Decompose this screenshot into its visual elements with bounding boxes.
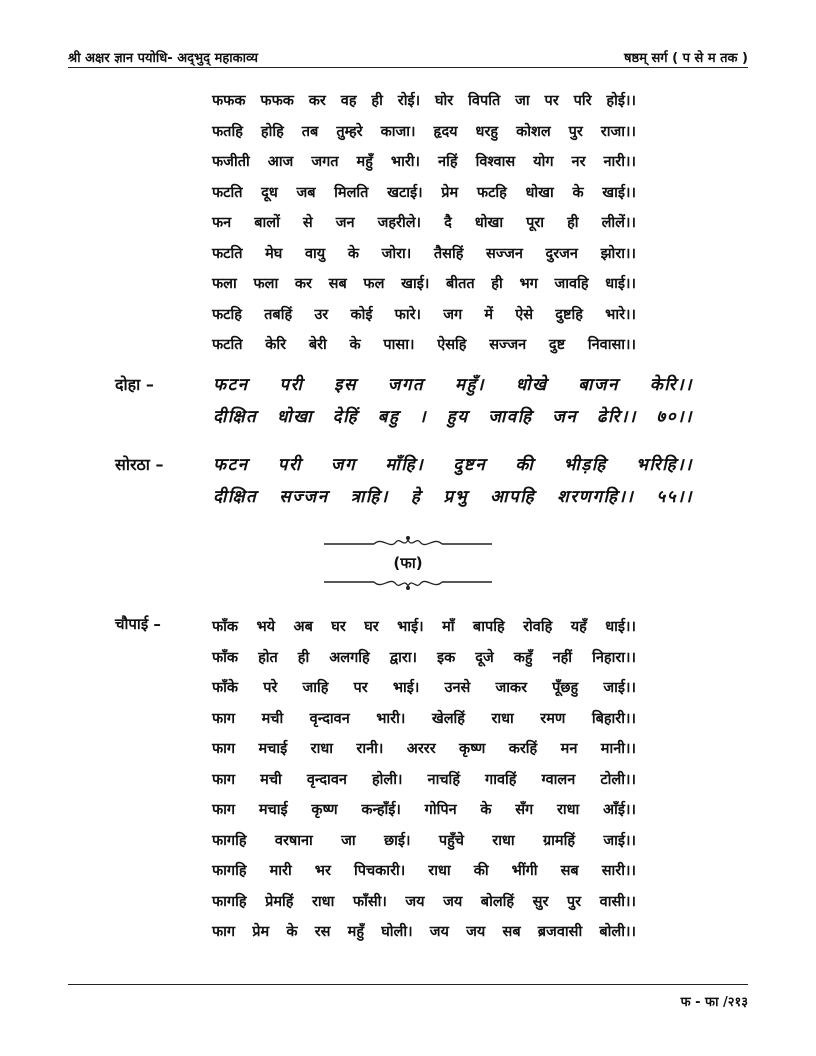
doha-text: दीक्षित धोखा देहिं बहु । हुय जावहि जन ढेरि।। ७०।। — [213, 407, 693, 427]
verse-line: फाग मचाई कृष्ण कन्हाँई। गोपिन के सँग राधा आँई।। — [212, 802, 636, 818]
section-title: (फा) — [393, 554, 423, 572]
page-number: फ - फा /२१३ — [680, 995, 748, 1010]
verse-line: फाग प्रेम के रस महुँ घोली। जय जय सब ब्रजवासी बोली।। — [212, 924, 636, 940]
sortha-text: दीक्षित सज्जन त्राहि। हे प्रभु आपहि शरणगहि।। ५५।। — [213, 487, 693, 507]
doha-label: दोहा – — [115, 375, 154, 394]
verse-line: फटहि तबहिं उर कोई फारे। जग में ऐसे दुष्टहि भारे।। — [212, 306, 636, 323]
verse-line: फागहि मारी भर पिचकारी। राधा की भींगी सब सारी।। — [212, 863, 636, 879]
verse-line: फागहि वरषाना जा छाई। पहुँचे राधा ग्रामहिं जाई।। — [212, 832, 636, 849]
doha-line-1 — [115, 370, 705, 400]
verse-block-chaupai — [212, 612, 636, 948]
verse-line: फजीती आज जगत महुँ भारी। नहिं विश्वास योग नर नारी।। — [212, 154, 636, 170]
sortha-label: सोरठा – — [115, 455, 164, 474]
verse-line: फटति मेघ वायु के जोरा। तैसहिं सज्जन दुरजन झोरा।। — [212, 245, 636, 262]
ornament-divider-top — [324, 534, 492, 552]
verse-line: फाग मचाई राधा रानी। अररर कृष्ण करहिं मन मानी।। — [212, 741, 636, 757]
footer-rule — [68, 984, 748, 985]
ornament-divider-bottom — [324, 574, 492, 592]
verse-line: फफक फफक कर वह ही रोई। घोर विपति जा पर परि होई।। — [212, 93, 636, 109]
verse-line: फाग मची वृन्दावन होली। नाचहिं गावहिं ग्वालन टोली।। — [212, 771, 636, 788]
verse-block-top — [212, 86, 636, 361]
sortha-text: फटन परी जग माँहि। दुष्टन की भीड़हि भरिहि।। — [213, 455, 693, 475]
sortha-line-1 — [115, 450, 705, 480]
chaupai-label: चौपाई – — [115, 615, 161, 633]
verse-line: फला फला कर सब फल खाई। बीतत ही भग जावहि धाई।। — [212, 276, 636, 292]
verse-line: फतहि होहि तब तुम्हरे काजा। हृदय धरहु कोशल पुर राजा।। — [212, 123, 636, 140]
verse-line: फटति दूध जब मिलति खटाई। प्रेम फटहि धोखा के खाई।। — [212, 184, 636, 201]
verse-line: फाँक होत ही अलगहि द्वारा। इक दूजे कहुँ नहीं निहारा।। — [212, 649, 636, 666]
header-book-title: श्री अक्षर ज्ञान पयोधि- अद्‌भुद्‌ महाकाव्य — [68, 51, 258, 66]
verse-line: फाँक भये अब घर घर भाई। माँ बापहि रोवहि यहँ धाई।। — [212, 619, 636, 635]
verse-line: फटति केरि बेरी के पासा। ऐसहि सज्जन दुष्ट निवासा।। — [212, 337, 636, 353]
page-header — [68, 40, 748, 66]
verse-line: फन बालों से जन जहरीले। दै धोखा पूरा ही लीलें।। — [212, 215, 636, 231]
verse-line: फागहि प्रेमहिं राधा फाँसी। जय जय बोलहिं सुर पुर वासी।। — [212, 893, 636, 910]
sortha-line-2 — [115, 482, 705, 512]
verse-line: फाग मची वृन्दावन भारी। खेलहिं राधा रमण बिहारी।। — [212, 710, 636, 727]
header-rule — [68, 67, 748, 68]
doha-line-2 — [115, 402, 705, 432]
verse-line: फाँके परे जाहि पर भाई। उनसे जाकर पूँछहु जाई।। — [212, 680, 636, 696]
doha-text: फटन परी इस जगत महुँ। धोखे बाजन केरि।। — [213, 375, 693, 395]
header-chapter-title: षष्ठम्‌ सर्ग ( प से म तक ) — [624, 51, 748, 66]
